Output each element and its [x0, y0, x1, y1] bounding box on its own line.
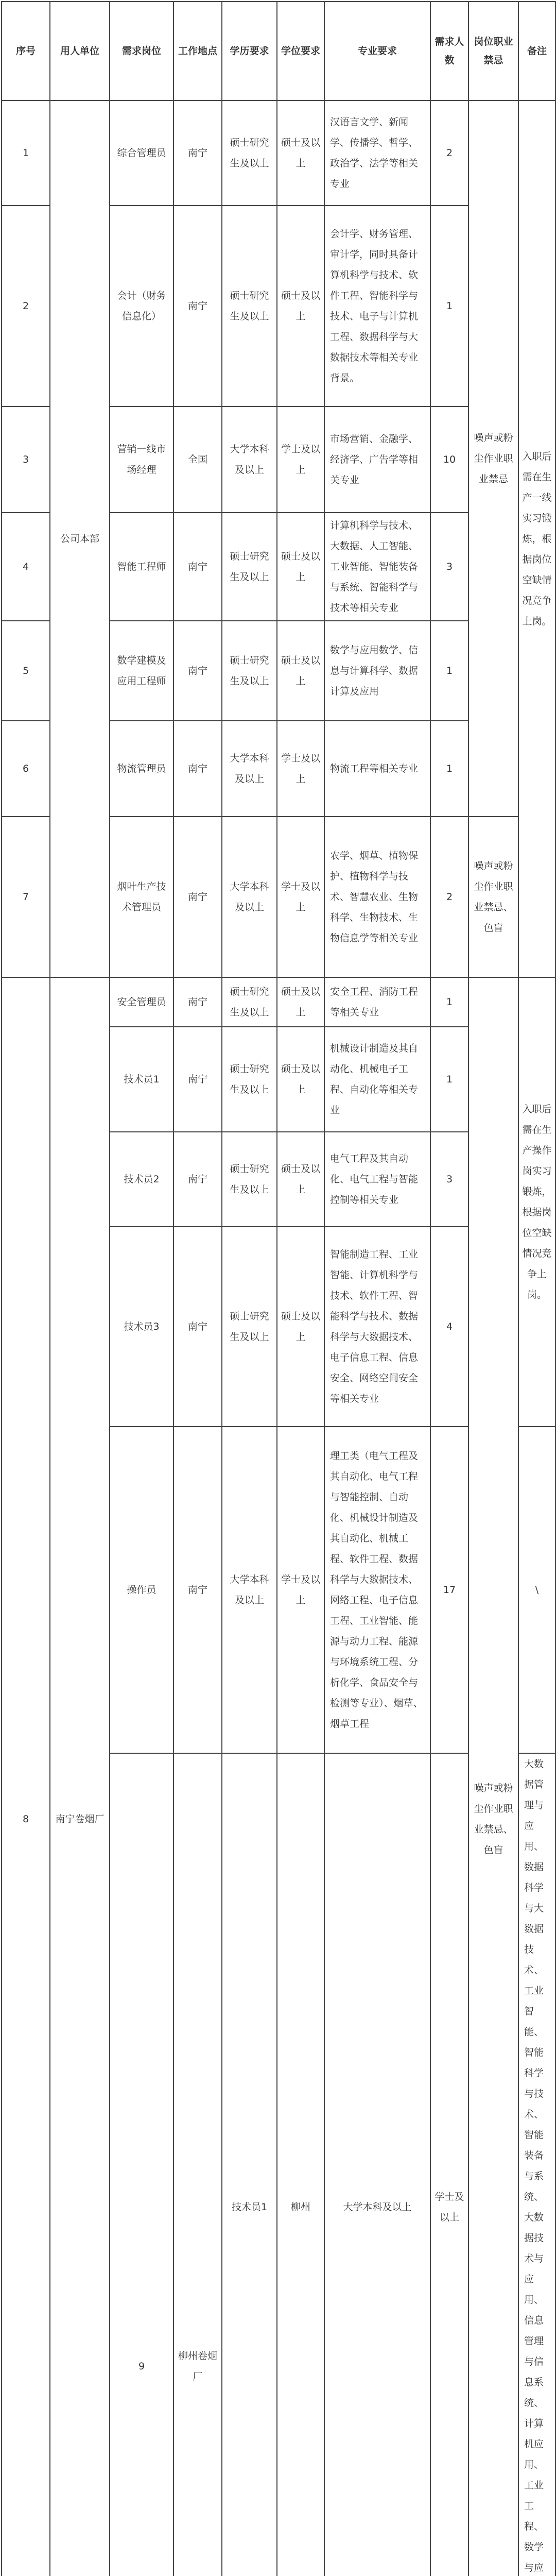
edu-cell: 硕士研究生及以上 [222, 513, 277, 621]
count-cell: 10 [430, 406, 468, 513]
degree-cell: 硕士及以上 [277, 1132, 324, 1227]
count-cell: 1 [430, 721, 468, 817]
count-cell: 2 [430, 100, 468, 206]
header-remark: 备注 [518, 2, 555, 100]
major-cell: 市场营销、金融学、经济学、广告学等相关专业 [324, 406, 430, 513]
seq-cell: 3 [2, 406, 50, 513]
header-forbid: 岗位职业禁忌 [468, 2, 518, 100]
post-cell: 技术员1 [110, 1027, 173, 1132]
degree-cell: 硕士及以上 [277, 513, 324, 621]
count-cell: 1 [430, 1027, 468, 1132]
edu-cell: 硕士研究生及以上 [222, 977, 277, 1027]
header-seq: 序号 [2, 2, 50, 100]
count-cell: 3 [430, 513, 468, 621]
forbid-cell-nanning: 噪声或粉尘作业职业禁忌、色盲 [468, 977, 518, 2576]
degree-cell: 硕士及以上 [277, 977, 324, 1027]
unit-cell-hq: 公司本部 [50, 100, 110, 977]
count-cell: 2 [430, 817, 468, 977]
seq-cell: 2 [2, 206, 50, 406]
place-cell: 南宁 [173, 1427, 222, 1753]
edu-cell: 硕士研究生及以上 [222, 206, 277, 406]
degree-cell: 学士及以上 [277, 817, 324, 977]
remark-cell-hq: 入职后需在生产一线实习锻炼，根据岗位空缺情况竞争上岗。 [518, 100, 555, 977]
seq-cell: 5 [2, 621, 50, 721]
post-cell: 技术员1 [222, 1753, 277, 2576]
place-cell: 南宁 [173, 100, 222, 206]
major-cell: 汉语言文学、新闻学、传播学、哲学、政治学、法学等相关专业 [324, 100, 430, 206]
seq-cell: 6 [2, 721, 50, 817]
remark-cell-nanning-b: \ [518, 1427, 555, 1753]
major-cell: 理工类（电气工程及其自动化、电气工程与智能控制、自动化、机械设计制造及其自动化、机械工程、软件工程、数据科学与大数据技术、网络工程、电子信息工程、工业智能、能源与动力工程、能源与环境系统工程、分析化学、食品安全与检测等专业）、烟草、烟草工程 [324, 1427, 430, 1753]
table-row [2, 100, 555, 206]
post-cell: 技术员2 [110, 1132, 173, 1227]
major-cell: 安全工程、消防工程等相关专业 [324, 977, 430, 1027]
degree-cell: 学士及以上 [277, 1427, 324, 1753]
edu-cell: 大学本科及以上 [324, 1753, 430, 2576]
header-major: 专业要求 [324, 2, 430, 100]
count-cell: 17 [430, 1427, 468, 1753]
count-cell: 1 [430, 977, 468, 1027]
count-cell: 3 [430, 1132, 468, 1227]
major-cell: 数学与应用数学、信息与计算科学、数据计算及应用 [324, 621, 430, 721]
post-cell: 营销一线市场经理 [110, 406, 173, 513]
recruitment-table [1, 1, 556, 2576]
remark-cell-nanning-a: 入职后需在生产操作岗实习锻炼，根据岗位空缺情况竞争上岗。 [518, 977, 555, 1427]
edu-cell: 大学本科及以上 [222, 406, 277, 513]
header-post: 需求岗位 [110, 2, 173, 100]
post-cell: 物流管理员 [110, 721, 173, 817]
edu-cell: 大学本科及以上 [222, 721, 277, 817]
unit-cell-liuzhou: 柳州卷烟厂 [173, 1753, 222, 2576]
place-cell: 南宁 [173, 513, 222, 621]
post-cell: 综合管理员 [110, 100, 173, 206]
edu-cell: 硕士研究生及以上 [222, 100, 277, 206]
place-cell: 柳州 [277, 1753, 324, 2576]
seq-cell: 7 [2, 817, 50, 977]
seq-cell: 4 [2, 513, 50, 621]
edu-cell: 硕士研究生及以上 [222, 1227, 277, 1427]
post-cell: 烟叶生产技术管理员 [110, 817, 173, 977]
header-unit: 用人单位 [50, 2, 110, 100]
seq-cell: 8 [2, 977, 50, 2576]
major-cell: 大数据管理与应用、数据科学与大数据技术、工业智能、智能科学与技术、智能装备与系统、大数据技术与应用、信息管理与信息系统、计算机应用、工业工程、数学与应 [518, 1753, 555, 2576]
degree-cell: 硕士及以上 [277, 621, 324, 721]
count-cell: 1 [430, 206, 468, 406]
post-cell: 技术员3 [110, 1227, 173, 1427]
place-cell: 南宁 [173, 1227, 222, 1427]
place-cell: 南宁 [173, 621, 222, 721]
header-count: 需求人数 [430, 2, 468, 100]
degree-cell: 学士及以上 [277, 406, 324, 513]
place-cell: 南宁 [173, 977, 222, 1027]
forbid-cell-hq-a: 噪声或粉尘作业职业禁忌 [468, 100, 518, 817]
post-cell: 会计（财务信息化） [110, 206, 173, 406]
forbid-cell-hq-b: 噪声或粉尘作业职业禁忌、色盲 [468, 817, 518, 977]
count-cell: 1 [430, 621, 468, 721]
major-cell: 电气工程及其自动化、电气工程与智能控制等相关专业 [324, 1132, 430, 1227]
post-cell: 数学建模及应用工程师 [110, 621, 173, 721]
edu-cell: 硕士研究生及以上 [222, 1027, 277, 1132]
major-cell: 会计学、财务管理、审计学，同时具备计算机科学与技术、软件工程、智能科学与技术、电子与计算机工程、数据科学与大数据技术等相关专业背景。 [324, 206, 430, 406]
major-cell: 智能制造工程、工业智能、计算机科学与技术、软件工程、智能科学与技术、数据科学与大数据技术、电子信息工程、信息安全、网络空间安全等相关专业 [324, 1227, 430, 1427]
edu-cell: 硕士研究生及以上 [222, 621, 277, 721]
place-cell: 南宁 [173, 817, 222, 977]
place-cell: 南宁 [173, 1132, 222, 1227]
place-cell: 南宁 [173, 1027, 222, 1132]
degree-cell: 硕士及以上 [277, 1027, 324, 1132]
seq-cell: 9 [110, 1753, 173, 2576]
edu-cell: 大学本科及以上 [222, 817, 277, 977]
degree-cell: 硕士及以上 [277, 206, 324, 406]
degree-cell: 学士及以上 [430, 1753, 468, 2576]
seq-cell: 1 [2, 100, 50, 206]
table-row [2, 977, 555, 1027]
degree-cell: 学士及以上 [277, 721, 324, 817]
place-cell: 南宁 [173, 206, 222, 406]
post-cell: 操作员 [110, 1427, 173, 1753]
post-cell: 安全管理员 [110, 977, 173, 1027]
header-degree: 学位要求 [277, 2, 324, 100]
major-cell: 机械设计制造及其自动化、机械电子工程、自动化等相关专业 [324, 1027, 430, 1132]
place-cell: 南宁 [173, 721, 222, 817]
edu-cell: 大学本科及以上 [222, 1427, 277, 1753]
major-cell: 农学、烟草、植物保护、植物科学与技术、智慧农业、生物科学、生物技术、生物信息学等相关专业 [324, 817, 430, 977]
header-row [2, 2, 555, 100]
post-cell: 智能工程师 [110, 513, 173, 621]
count-cell: 4 [430, 1227, 468, 1427]
unit-cell-nanning: 南宁卷烟厂 [50, 977, 110, 2576]
header-edu: 学历要求 [222, 2, 277, 100]
major-cell: 物流工程等相关专业 [324, 721, 430, 817]
degree-cell: 硕士及以上 [277, 1227, 324, 1427]
header-place: 工作地点 [173, 2, 222, 100]
major-cell: 计算机科学与技术、大数据、人工智能、工业智能、智能装备与系统、智能科学与技术等相关专业 [324, 513, 430, 621]
edu-cell: 硕士研究生及以上 [222, 1132, 277, 1227]
place-cell: 全国 [173, 406, 222, 513]
degree-cell: 硕士及以上 [277, 100, 324, 206]
